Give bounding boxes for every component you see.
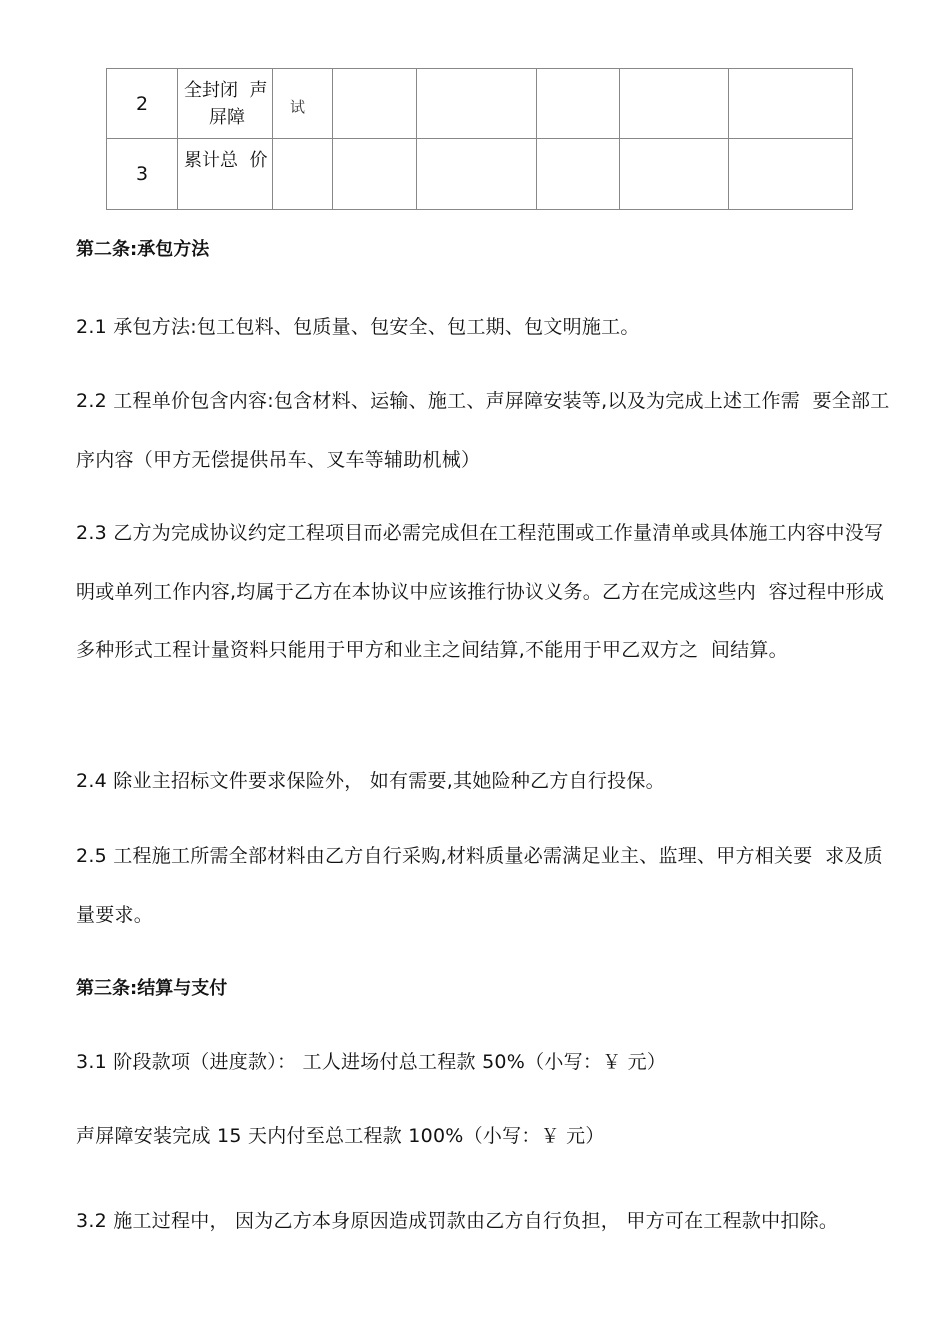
clause-3-2: 3.2 施工过程中， 因为乙方本身原因造成罚款由乙方自行负担， 甲方可在工程款中扣除。 xyxy=(76,1210,839,1232)
item-name xyxy=(178,139,273,210)
table-cell xyxy=(333,139,417,210)
item-name-line1: 累计总 价 xyxy=(184,150,268,171)
table-cell xyxy=(537,139,620,210)
item-name-line2: 屏障 xyxy=(209,107,245,128)
table-cell xyxy=(417,69,537,139)
section2-heading: 第二条:承包方法 xyxy=(76,239,210,260)
section3-heading: 第三条:结算与支付 xyxy=(76,978,228,999)
item-note: 试 xyxy=(273,69,333,139)
clause-3-1-continued: 声屏障安装完成 15 天内付至总工程款 100%（小写：￥ 元） xyxy=(76,1125,605,1147)
clause-2-4: 2.4 除业主招标文件要求保险外， 如有需要,其她险种乙方自行投保。 xyxy=(76,770,665,792)
table-row xyxy=(107,69,853,139)
table-cell xyxy=(729,69,853,139)
clause-2-1: 2.1 承包方法:包工包料、包质量、包安全、包工期、包文明施工。 xyxy=(76,316,640,338)
row-number: 2 xyxy=(107,69,178,139)
price-table xyxy=(106,68,853,210)
clause-3-1: 3.1 阶段款项（进度款）： 工人进场付总工程款 50%（小写：￥ 元） xyxy=(76,1051,667,1073)
clause-2-2: 2.2 工程单价包含内容:包含材料、运输、施工、声屏障安装等,以及为完成上述工作需 要全部工序内容（甲方无偿提供吊车、叉车等辅助机械） xyxy=(76,390,890,471)
table-cell xyxy=(273,139,333,210)
row-number: 3 xyxy=(107,139,178,210)
table-cell xyxy=(620,69,729,139)
table-cell xyxy=(333,69,417,139)
clause-2-5: 2.5 工程施工所需全部材料由乙方自行采购,材料质量必需满足业主、监理、甲方相关要 求及质量要求。 xyxy=(76,845,883,926)
table-row xyxy=(107,139,853,210)
item-name-line1: 全封闭 声 xyxy=(184,80,268,101)
table-cell xyxy=(417,139,537,210)
table-cell xyxy=(537,69,620,139)
table-cell xyxy=(729,139,853,210)
clause-2-3: 2.3 乙方为完成协议约定工程项目而必需完成但在工程范围或工作量清单或具体施工内容中没写明或单列工作内容,均属于乙方在本协议中应该推行协议义务。乙方在完成这些内 容过程中形成多种形式工程计量资料只能用于甲方和业主之间结算,不能用于甲乙双方之 间结算。 xyxy=(76,522,885,661)
table-cell xyxy=(620,139,729,210)
item-name xyxy=(178,69,273,139)
